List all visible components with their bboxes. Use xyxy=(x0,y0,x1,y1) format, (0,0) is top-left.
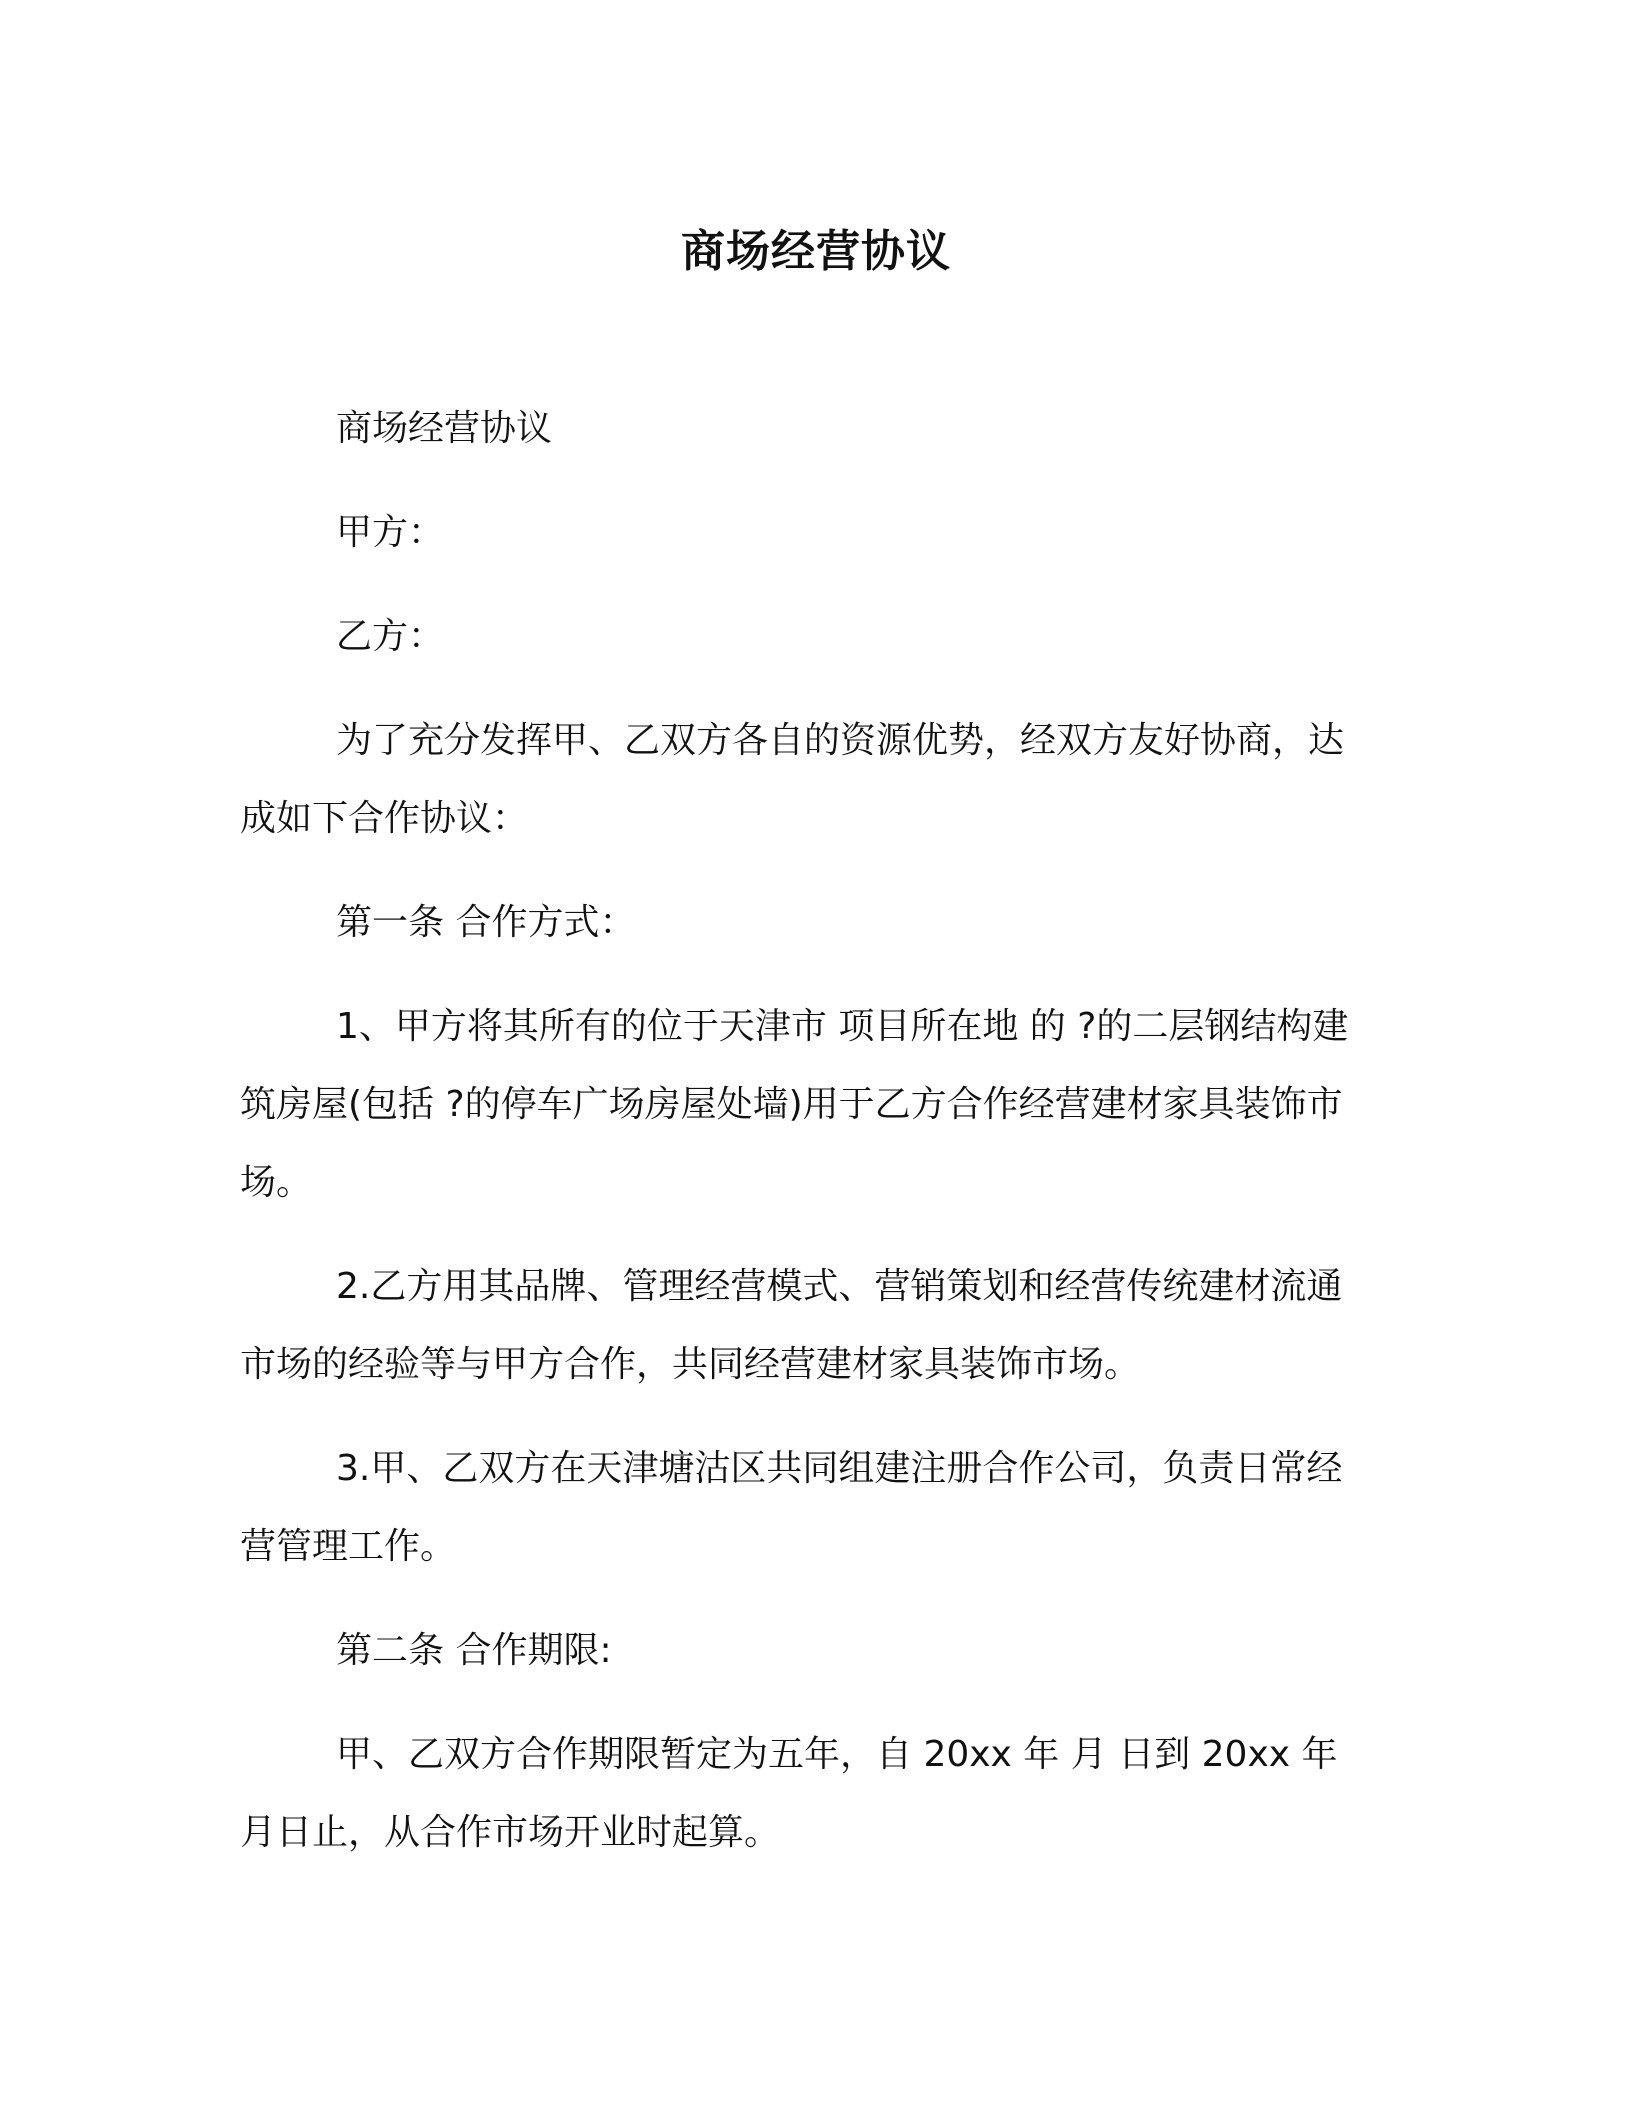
paragraph-article-1-item-2: 2.乙方用其品牌、管理经营模式、营销策划和经营传统建材流通市场的经验等与甲方合作，共同经营建材家具装饰市场。 xyxy=(240,1266,1343,1385)
paragraph-article-1-item-3: 3.甲、乙双方在天津塘沽区共同组建注册合作公司，负责日常经营管理工作。 xyxy=(240,1448,1343,1567)
document-title: 商场经营协议 xyxy=(681,226,951,277)
document-body xyxy=(240,390,1370,1898)
paragraph-heading: 商场经营协议 xyxy=(336,408,553,449)
paragraph-party-a: 甲方： xyxy=(336,512,445,553)
paragraph-preamble: 为了充分发挥甲、乙双方各自的资源优势，经双方友好协商，达成如下合作协议： xyxy=(240,720,1345,839)
paragraph-article-2-title: 第二条 合作期限: xyxy=(336,1630,612,1671)
paragraph-party-b: 乙方： xyxy=(336,616,445,657)
paragraph-article-1-title: 第一条 合作方式： xyxy=(336,902,636,943)
paragraph-article-1-item-1: 1、甲方将其所有的位于天津市 项目所在地 的 ?的二层钢结构建筑房屋(包括 ?的停车广场房屋处墙)用于乙方合作经营建材家具装饰市场。 xyxy=(240,1006,1349,1203)
paragraph-article-2-body: 甲、乙双方合作期限暂定为五年，自 20xx 年 月 日到 20xx 年 月日止，从合作市场开业时起算。 xyxy=(240,1734,1349,1853)
